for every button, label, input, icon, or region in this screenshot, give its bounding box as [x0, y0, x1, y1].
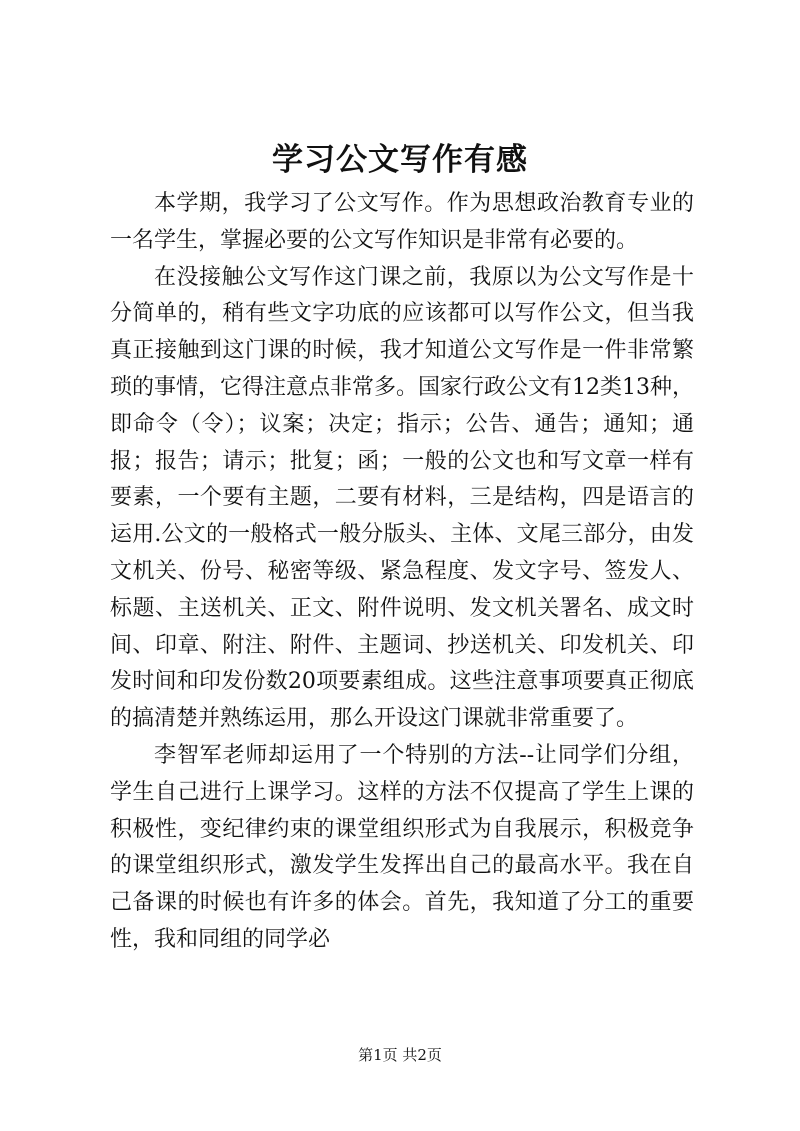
page-number-footer: 第1页 共2页: [358, 1046, 442, 1064]
paragraph-teaching-method: 李智军老师却运用了一个特别的方法--让同学们分组，学生自己进行上课学习。这样的方法不仅提高了学生上课的积极性，变纪律约束的课堂组织形式为自我展示，积极竞争的课堂组织形式，激发学生发挥出自己的最高水平。我在自己备课的时候也有许多的体会。首先，我知道了分工的重要性，我和同组的同学必: [110, 742, 694, 952]
document-body: [110, 186, 694, 959]
paragraph-course-content: 在没接触公文写作这门课之前，我原以为公文写作是十分简单的，稍有些文字功底的应该都可以写作公文，但当我真正接触到这门课的时候，我才知道公文写作是一件非常繁琐的事情，它得注意点非常多。国家行政公文有12类13种，即命令（令）；议案；决定；指示；公告、通告；通知；通报；报告；请示；批复；函；一般的公文也和写文章一样有要素，一个要有主题，二要有材料，三是结构，四是语言的运用.公文的一般格式一般分版头、主体、文尾三部分，由发文机关、份号、秘密等级、紧急程度、发文字号、签发人、标题、主送机关、正文、附件说明、发文机关署名、成文时间、印章、附注、附件、主题词、抄送机关、印发机关、印发时间和印发份数20项要素组成。这些注意事项要真正彻底的搞清楚并熟练运用，那么开设这门课就非常重要了。: [110, 264, 694, 732]
document-title: 学习公文写作有感: [272, 142, 528, 178]
paragraph-intro: 本学期，我学习了公文写作。作为思想政治教育专业的一名学生，掌握必要的公文写作知识是非常有必要的。: [110, 191, 694, 253]
